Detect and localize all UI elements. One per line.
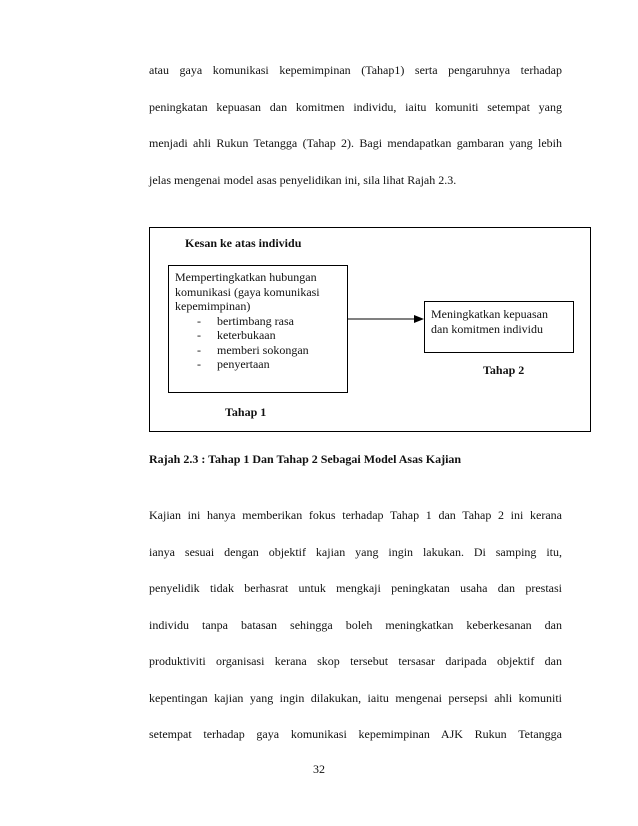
text-line: produktiviti organisasi kerana skop tersebut tersasar daripada objektif dan xyxy=(149,654,562,668)
tahap1-heading-line: kepemimpinan) xyxy=(175,299,251,313)
text-line: individu tanpa batasan sehingga boleh meningkatkan keberkesanan dan xyxy=(149,617,562,632)
page-number: 32 xyxy=(313,762,325,776)
list-item: - memberi sokongan xyxy=(197,343,341,358)
tahap1-label: Tahap 1 xyxy=(225,405,267,419)
list-item: - keterbukaan xyxy=(197,328,341,343)
tahap1-box xyxy=(168,265,348,393)
tahap2-label: Tahap 2 xyxy=(483,363,525,377)
text-line: kepentingan kajian yang ingin dilakukan, iaitu mengenai persepsi ahli komuniti xyxy=(149,690,562,705)
tahap1-heading-line: Mempertingkatkan hubungan xyxy=(175,270,317,284)
figure-caption: Rajah 2.3 : Tahap 1 Dan Tahap 2 Sebagai Model Asas Kajian xyxy=(149,452,462,466)
paragraph-body xyxy=(149,497,562,753)
tahap2-box xyxy=(424,301,574,353)
text-line: penyelidik tidak berhasrat untuk mengkaji peningkatan usaha dan prestasi xyxy=(149,581,562,595)
tahap2-line: Meningkatkan kepuasan xyxy=(431,307,548,321)
text-line: setempat terhadap gaya komunikasi kepemimpinan AJK Rukun Tetangga xyxy=(149,727,562,741)
text-line: ianya sesuai dengan objektif kajian yang ingin lakukan. Di samping itu, xyxy=(149,544,562,559)
text-line: menjadi ahli Rukun Tetangga (Tahap 2). Bagi mendapatkan gambaran yang lebih xyxy=(149,136,562,150)
list-item: - penyertaan xyxy=(197,357,341,372)
figure-title: Kesan ke atas individu xyxy=(185,236,302,250)
text-line: peningkatan kepuasan dan komitmen individu, iaitu komuniti setempat yang xyxy=(149,99,562,114)
right-arrow-icon xyxy=(348,314,424,324)
text-line: atau gaya komunikasi kepemimpinan (Tahap1) serta pengaruhnya terhadap xyxy=(149,63,562,77)
tahap1-heading-line: komunikasi (gaya komunikasi xyxy=(175,284,320,299)
text-line: jelas mengenai model asas penyelidikan ini, sila lihat Rajah 2.3. xyxy=(149,172,457,187)
paragraph-intro xyxy=(149,52,562,198)
list-item: - bertimbang rasa xyxy=(197,314,341,329)
tahap1-list xyxy=(175,314,341,372)
tahap2-line: dan komitmen individu xyxy=(431,322,543,336)
figure-model-diagram xyxy=(149,227,591,432)
text-line: Kajian ini hanya memberikan fokus terhadap Tahap 1 dan Tahap 2 ini kerana xyxy=(149,508,562,522)
